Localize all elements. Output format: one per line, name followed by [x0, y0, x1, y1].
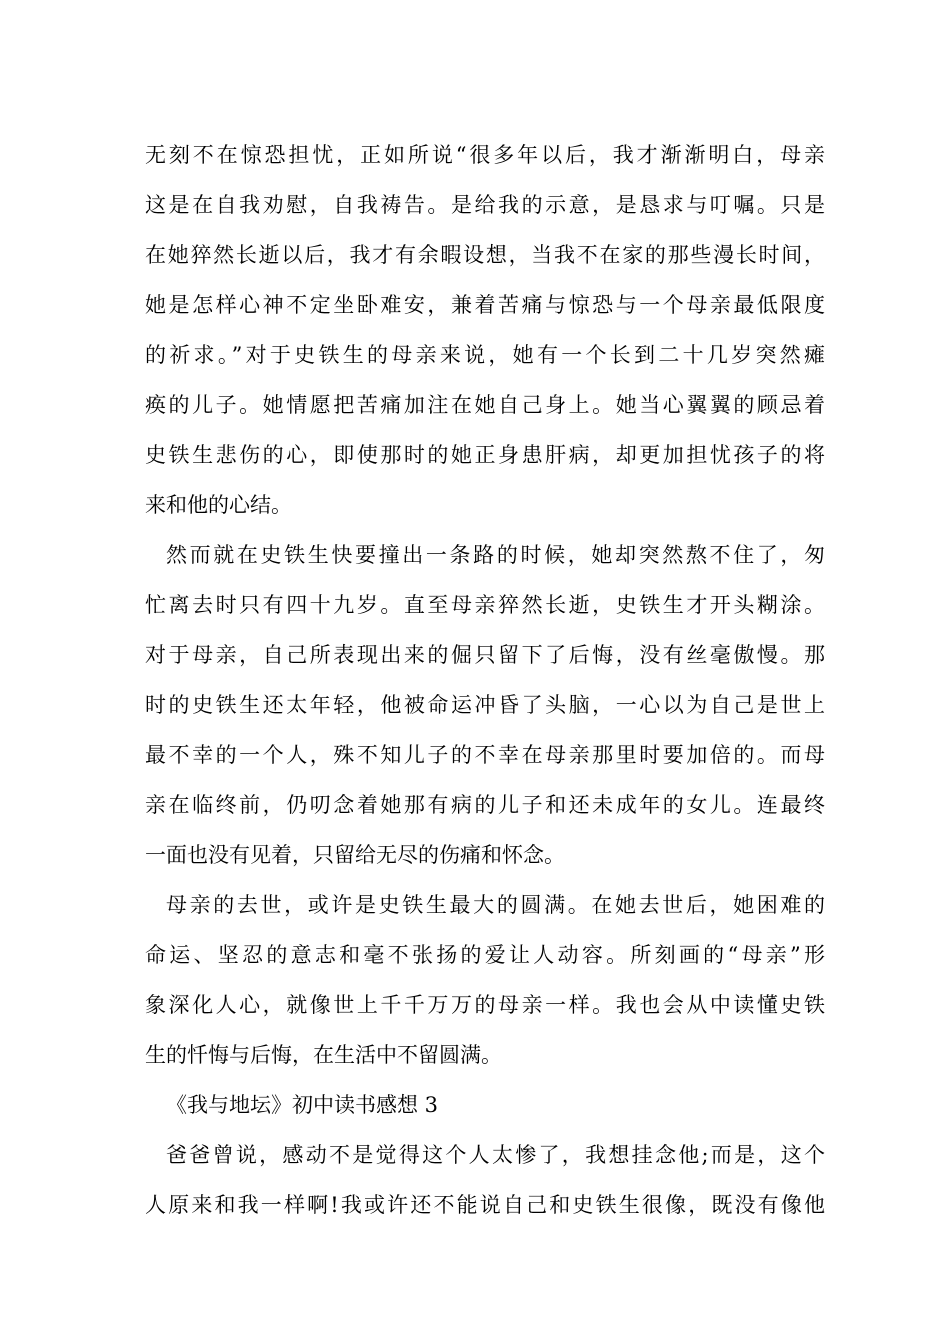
section-heading: 《我与地坛》初中读书感想 3 — [166, 1093, 439, 1117]
text-line: 忙离去时只有四十九岁。直至母亲猝然长逝，史铁生才开头糊涂。 — [145, 593, 825, 617]
text-line: 最不幸的一个人，殊不知儿子的不幸在母亲那里时要加倍的。而母 — [145, 743, 825, 767]
text-line: 人原来和我一样啊!我或许还不能说自己和史铁生很像，既没有像他 — [145, 1193, 825, 1217]
text-line: 母亲的去世，或许是史铁生最大的圆满。在她去世后，她困难的 — [166, 893, 825, 917]
text-line: 命运、坚忍的意志和毫不张扬的爱让人动容。所刻画的“母亲”形 — [145, 943, 825, 967]
text-line: 然而就在史铁生快要撞出一条路的时候，她却突然熬不住了，匆 — [166, 543, 825, 567]
text-line: 在她猝然长逝以后，我才有余暇设想，当我不在家的那些漫长时间， — [145, 243, 825, 267]
text-line: 这是在自我劝慰，自我祷告。是给我的示意，是恳求与叮嘱。只是 — [145, 193, 825, 217]
text-line: 来和他的心结。 — [145, 493, 292, 517]
text-line: 痪的儿子。她情愿把苦痛加注在她自己身上。她当心翼翼的顾忌着 — [145, 393, 825, 417]
text-line: 史铁生悲伤的心，即使那时的她正身患肝病，却更加担忧孩子的将 — [145, 443, 825, 467]
text-line: 她是怎样心神不定坐卧难安，兼着苦痛与惊恐与一个母亲最低限度 — [145, 293, 825, 317]
text-line: 的祈求。”对于史铁生的母亲来说，她有一个长到二十几岁突然瘫 — [145, 343, 825, 367]
text-line: 时的史铁生还太年轻，他被命运冲昏了头脑，一心以为自己是世上 — [145, 693, 825, 717]
text-line: 象深化人心，就像世上千千万万的母亲一样。我也会从中读懂史铁 — [145, 993, 825, 1017]
text-line: 生的忏悔与后悔，在生活中不留圆满。 — [145, 1043, 502, 1067]
text-line: 无刻不在惊恐担忧，正如所说“很多年以后，我才渐渐明白，母亲 — [145, 143, 825, 167]
text-line: 一面也没有见着，只留给无尽的伤痛和怀念。 — [145, 843, 565, 867]
text-line: 爸爸曾说，感动不是觉得这个人太惨了，我想挂念他;而是，这个 — [166, 1143, 825, 1167]
text-line: 亲在临终前，仍叨念着她那有病的儿子和还未成年的女儿。连最终 — [145, 793, 825, 817]
text-line: 对于母亲，自己所表现出来的倔只留下了后悔，没有丝毫傲慢。那 — [145, 643, 825, 667]
